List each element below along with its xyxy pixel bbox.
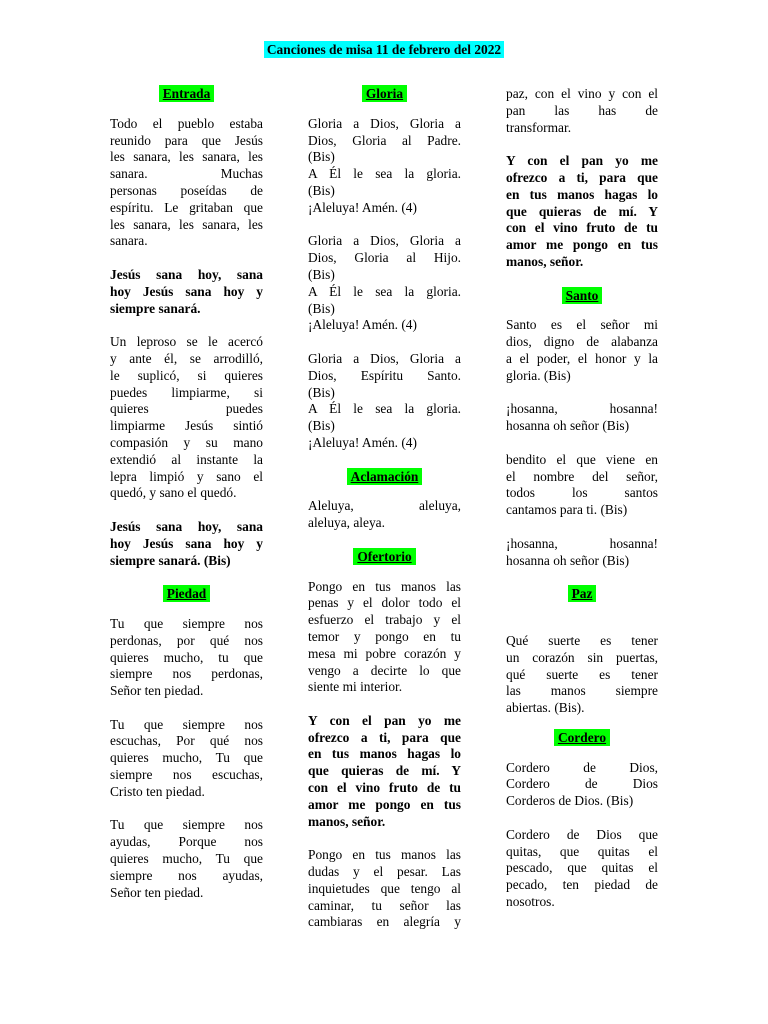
text-line: Santo es el señor mi [506,317,658,333]
heading-cordero: Cordero [506,730,658,747]
text-line: pan las has de [506,102,658,118]
text-line: dudas y el pesar. Las [308,864,461,880]
heading-piedad: Piedad [110,586,263,603]
text-line: penas y el dolor todo el [308,595,461,611]
column-3 [506,86,658,928]
column-2 [308,86,461,948]
heading-paz: Paz [506,586,658,603]
text-line: cantamos para ti. (Bis) [506,502,628,518]
text-line: Pongo en tus manos las [308,578,461,594]
gloria-verse-2 [308,233,461,334]
text-line: inquietudes que tengo al [308,880,461,896]
text-line: ¡Aleluya! Amén. (4) [308,317,417,333]
text-line: ayudas, Porque nos [110,834,263,850]
text-line: A Él le sea la gloria. [308,166,461,182]
text-line: bendito el que viene en [506,451,658,467]
text-line: esfuerzo el trabajo y el [308,612,461,628]
entrada-chorus-1 [110,267,263,317]
text-line: sanara. Muchas [110,166,263,182]
text-line: A Él le sea la gloria. [308,401,461,417]
text-line: que quieras de mí. Y [308,763,461,779]
text-line: ¡Aleluya! Amén. (4) [308,434,417,450]
text-line: personas poseídas de [110,182,263,198]
text-line: Gloria a Dios, Gloria a [308,115,461,131]
text-line: Tu que siempre nos [110,615,263,631]
ofertorio-verse-1 [308,579,461,697]
text-line: limpiarme Jesús sintió [110,418,263,434]
text-line: (Bis) [308,182,335,198]
santo-verse-4 [506,536,658,570]
text-line: caminar, tu señor las [308,897,461,913]
text-line: pescado, que quitas el [506,860,658,876]
text-line: amor me pongo en tus [506,237,658,253]
aclamacion-verse [308,498,461,532]
text-line: en tus manos hagas lo [308,746,461,762]
text-line: quieres mucho, tu que [110,649,263,665]
text-line: un corazón sin puertas, [506,649,658,665]
text-line: pecado, ten piedad de [506,877,658,893]
entrada-verse-1 [110,116,263,250]
text-line: compasión y su mano [110,434,263,450]
text-line: lepra limpió y sano el [110,468,263,484]
santo-verse-3 [506,452,658,519]
text-line: con el vino fruto de tu [506,220,658,236]
heading-entrada: Entrada [110,86,263,103]
paz-verse [506,633,658,717]
text-line: vengo a decirte lo que [308,662,461,678]
text-line: (Bis) [308,266,335,282]
ofertorio-verse-2 [308,847,461,931]
santo-verse-2 [506,401,658,435]
text-line: Cordero de Dios [506,776,658,792]
column-1 [110,86,263,918]
text-line: sanara. [110,233,148,249]
text-line: (Bis) [308,149,335,165]
text-line: y ante él, se arrodilló, [110,350,263,366]
text-line: Dios, Gloria al Padre. [308,132,461,148]
text-line: Cordero de Dios que [506,826,658,842]
text-line: siempre nos ayudas, [110,867,263,883]
text-line: Jesús sana hoy, sana [110,518,263,534]
text-line: hoy Jesús sana hoy y [110,283,263,299]
text-line: quieres puedes [110,401,263,417]
text-line: ¡hosanna, hosanna! [506,535,658,551]
text-line: ¡hosanna, hosanna! [506,401,658,417]
text-line: Pongo en tus manos las [308,847,461,863]
text-line: abiertas. (Bis). [506,700,585,716]
text-line: siempre nos perdonas, [110,666,263,682]
document-title [0,42,768,59]
text-line: paz, con el vino y con el [506,86,658,101]
text-line: le suplicó, si quieres [110,367,263,383]
text-line: gloria. (Bis) [506,367,571,383]
text-line: Gloria a Dios, Gloria a [308,233,461,249]
text-line: quieres mucho, Tu que [110,750,263,766]
gloria-verse-3 [308,351,461,452]
text-line: quieres mucho, Tu que [110,851,263,867]
text-line: en tus manos hagas lo [506,186,658,202]
text-line: siempre sanará. [110,300,201,316]
text-line: el nombre del señor, [506,468,658,484]
text-line: Jesús sana hoy, sana [110,266,263,282]
text-line: dios, digno de alabanza [506,334,658,350]
heading-ofertorio: Ofertorio [308,549,461,566]
piedad-verse-1 [110,616,263,700]
gloria-verse-1 [308,116,461,217]
text-line: cambiaras en alegría y [308,914,461,930]
santo-verse-1 [506,317,658,384]
text-line: las manos siempre [506,683,658,699]
piedad-verse-3 [110,817,263,901]
text-line: ¡Aleluya! Amén. (4) [308,199,417,215]
text-line: qué suerte es tener [506,666,658,682]
text-line: siempre sanará. (Bis) [110,552,231,568]
text-line: (Bis) [308,418,335,434]
text-line: Todo el pueblo estaba [110,115,263,131]
text-line: todos los santos [506,485,658,501]
text-line: quitas, que quitas el [506,843,658,859]
text-line: Señor ten piedad. [110,683,204,699]
ofertorio-chorus [308,713,461,831]
heading-aclamacion: Aclamación [308,469,461,486]
text-line: Tu que siempre nos [110,716,263,732]
text-line: aleluya, aleya. [308,515,385,531]
text-line: extendió al instante la [110,451,263,467]
text-line: (Bis) [308,384,335,400]
text-line: reunido para que Jesús [110,132,263,148]
text-line: Dios, Espíritu Santo. [308,367,461,383]
entrada-chorus-2 [110,519,263,569]
ofertorio-verse-2-cont [506,86,658,136]
text-line: siente mi interior. [308,679,403,695]
text-line: quedó, y sano el quedó. [110,485,237,501]
text-line: Tu que siempre nos [110,817,263,833]
text-line: Y con el pan yo me [308,712,461,728]
entrada-verse-2 [110,334,263,502]
text-line: Dios, Gloria al Hijo. [308,250,461,266]
text-line: amor me pongo en tus [308,796,461,812]
text-line: hosanna oh señor (Bis) [506,552,630,568]
piedad-verse-2 [110,717,263,801]
text-line: temor y pongo en tu [308,628,461,644]
text-line: Un leproso se le acercó [110,334,263,350]
text-line: (Bis) [308,300,335,316]
heading-santo: Santo [506,288,658,305]
text-line: manos, señor. [506,253,584,269]
text-line: Gloria a Dios, Gloria a [308,350,461,366]
text-line: puedes limpiarme, si [110,384,263,400]
text-line: Qué suerte es tener [506,632,658,648]
text-line: escuchas, Por qué nos [110,733,263,749]
text-line: hoy Jesús sana hoy y [110,535,263,551]
cordero-verse-1 [506,760,658,810]
text-line: ofrezco a ti, para que [308,729,461,745]
text-line: Corderos de Dios. (Bis) [506,793,634,809]
text-line: perdonas, por qué nos [110,632,263,648]
text-line: nosotros. [506,894,555,910]
text-line: Y con el pan yo me [506,153,658,169]
text-line: Cristo ten piedad. [110,783,205,799]
text-line: les sanara, les sanara, les [110,149,263,165]
text-line: Cordero de Dios, [506,759,658,775]
text-line: siempre nos escuchas, [110,767,263,783]
text-line: con el vino fruto de tu [308,780,461,796]
heading-gloria: Gloria [308,86,461,103]
text-line: les sanara, les sanara, les [110,216,263,232]
text-line: Señor ten piedad. [110,884,204,900]
text-line: manos, señor. [308,813,386,829]
text-line: ofrezco a ti, para que [506,169,658,185]
ofertorio-chorus-2 [506,153,658,271]
text-line: a el poder, el honor y la [506,350,658,366]
text-line: espíritu. Le gritaban que [110,199,263,215]
text-line: hosanna oh señor (Bis) [506,418,630,434]
text-line: Aleluya, aleluya, [308,498,461,514]
text-line: A Él le sea la gloria. [308,283,461,299]
cordero-verse-2 [506,827,658,911]
document-title-text: Canciones de misa 11 de febrero del 2022 [264,41,504,58]
text-line: que quieras de mí. Y [506,203,658,219]
text-line: mesa mi pobre corazón y [308,645,461,661]
text-line: transformar. [506,119,572,135]
